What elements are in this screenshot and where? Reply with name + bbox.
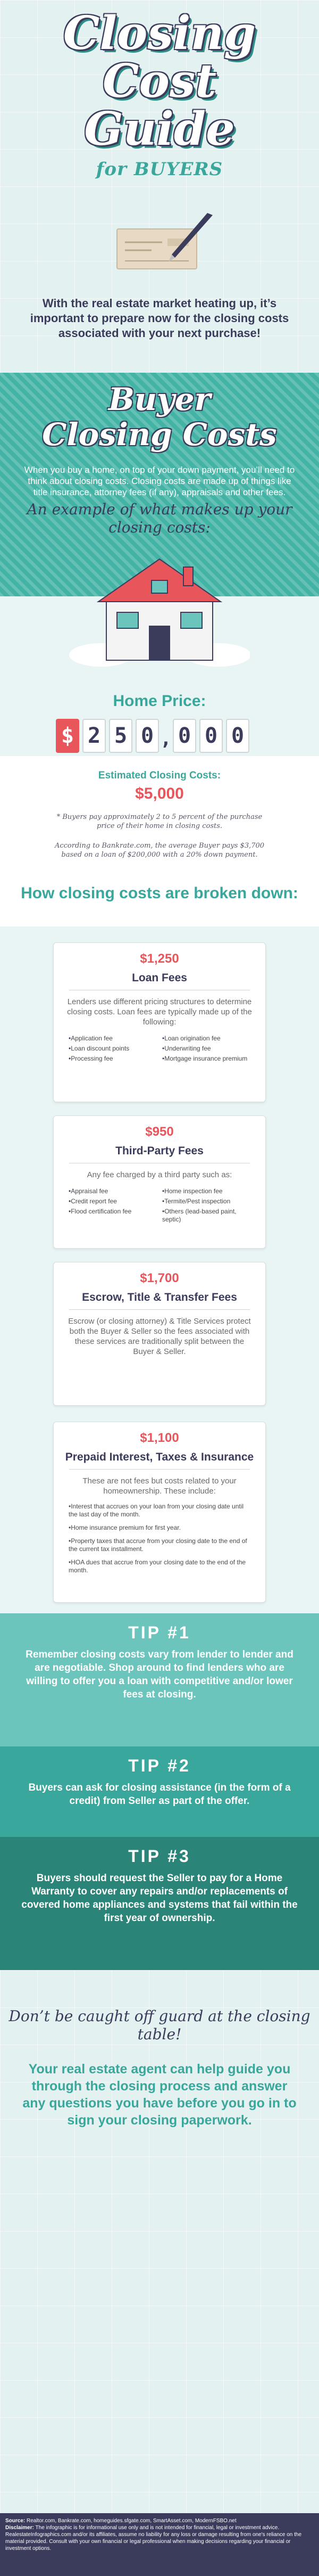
list-item: • Appraisal fee: [69, 1187, 157, 1195]
third-party-fees-card: [53, 1115, 266, 1249]
estimated-costs-label: Estimated Closing Costs:: [98, 770, 221, 781]
estimated-note-2: According to Bankrate.com, the average Buyer pays $3,700 based on a loan of $200,000 with a 20% down payment.: [54, 842, 265, 859]
card-title: Prepaid Interest, Taxes & Insurance: [65, 1451, 254, 1463]
bullet-item: • HOA dues that accrue from your closing date to the end of the month.: [69, 1558, 250, 1574]
tip-heading: TIP #3: [128, 1847, 191, 1866]
card-amount: $1,700: [140, 1271, 179, 1285]
prepaid-interest-card: [53, 1422, 266, 1603]
example-heading: An example of what makes up your closing costs:: [27, 501, 292, 536]
estimated-note-1: * Buyers pay approximately 2 to 5 percent of the purchase price of their home in closing costs.: [56, 813, 263, 830]
closing-headline: Don’t be caught off guard at the closing table!: [9, 2007, 310, 2043]
card-divider: [69, 1469, 250, 1470]
house-icon: [69, 548, 250, 671]
list-item: • Loan origination fee: [162, 1035, 250, 1043]
list-item: • Others (lead-based paint, septic): [162, 1208, 250, 1224]
disclaimer-text: The infographic is for informational use only and is not intended for financial, legal or investment advice. RealestateInfographics.com and/or its affiliates, assume no liability for any loss or damage resulting from one's reliance on the material provided. Consult with your own financial or legal professional when making decisions regarding your financial or investment options.: [5, 2525, 302, 2552]
tip-2: [0, 1746, 319, 1837]
tip-heading: TIP #2: [128, 1756, 191, 1775]
closing-section: [0, 1970, 319, 2513]
estimated-costs-value: $5,000: [135, 785, 184, 802]
card-bullets: [69, 1503, 250, 1574]
tip-text: Buyers should request the Seller to pay for a Home Warranty to cover any repairs and/or replacements of covered home appliances and systems that fail within the first year of ownership.: [21, 1873, 298, 1924]
card-amount: $1,100: [140, 1431, 179, 1445]
bullet-item: • Interest that accrues on your loan from your closing date until the last day of the month.: [69, 1503, 250, 1519]
title-line-3: Guide: [84, 102, 235, 156]
price-digit: 0: [136, 719, 159, 753]
tip-1: [0, 1613, 319, 1746]
tip-text: Buyers can ask for closing assistance (in the form of a credit) from Seller as part of the offer.: [28, 1782, 291, 1807]
card-amount: $1,250: [140, 951, 179, 966]
subtitle: for BUYERS: [96, 159, 223, 180]
list-item: • Mortgage insurance premium: [162, 1055, 250, 1063]
card-list: [69, 1187, 250, 1224]
bullet-item: • Property taxes that accrue from your closing date to the end of the current tax installment.: [69, 1537, 250, 1553]
buyer-costs-text: When you buy a home, on top of your down payment, you’ll need to think about closing costs. Closing costs are made up of things like title insurance, attorney fees (if any), appraisals and other fees.: [24, 465, 295, 497]
source-text: Realtor.com, Bankrate.com, homeguides.sfgate.com, SmartAsset.com, ModernFSBO.net: [27, 2518, 237, 2524]
buyer-costs-title-line-2: Closing Costs: [42, 416, 277, 453]
card-divider: [69, 1309, 250, 1310]
list-item: • Processing fee: [69, 1055, 157, 1063]
loan-fees-card: [53, 942, 266, 1102]
title-line-2: Cost: [103, 54, 216, 108]
disclaimer-label: Disclaimer:: [5, 2525, 34, 2531]
list-item: • Flood certification fee: [69, 1208, 157, 1224]
price-digit: 0: [226, 719, 249, 753]
card-title: Escrow, Title & Transfer Fees: [82, 1291, 237, 1303]
card-description: Any fee charged by a third party such as:: [87, 1170, 232, 1179]
buyer-costs-title-line-1: Buyer: [108, 381, 211, 417]
price-comma: ,: [160, 728, 172, 750]
card-description: These are not fees but costs related to your homeownership. These include:: [82, 1476, 237, 1496]
home-price-label: Home Price:: [113, 692, 206, 710]
home-price-digits: [56, 719, 263, 753]
price-digit: 2: [82, 719, 106, 753]
list-item: • Application fee: [69, 1035, 157, 1043]
list-item: • Termite/Pest inspection: [162, 1197, 250, 1205]
card-description: Lenders use different pricing structures to determine closing costs. Loan fees are typically made up of the following:: [67, 997, 252, 1027]
source-label: Source:: [5, 2518, 26, 2524]
price-digit: 0: [199, 719, 223, 753]
bullet-item: • Home insurance premium for first year.: [69, 1524, 250, 1532]
closing-message: Your real estate agent can help guide you through the closing process and answer any questions you have before you go in to sign your closing paperwork.: [22, 2062, 297, 2128]
list-item: • Underwriting fee: [162, 1045, 250, 1053]
title-line-1: Closing: [63, 6, 256, 60]
card-description: Escrow (or closing attorney) & Title Services protect both the Buyer & Seller so the fees associated with these services are traditionally split between the Buyer & Seller.: [68, 1317, 251, 1356]
card-list: [69, 1035, 250, 1063]
card-title: Third-Party Fees: [115, 1145, 204, 1157]
list-item: • Credit report fee: [69, 1197, 157, 1205]
intro-text: With the real estate market heating up, it’s important to prepare now for the closing costs associated with your next purchase!: [30, 297, 289, 340]
price-digit: $: [56, 719, 79, 753]
price-digit: 0: [173, 719, 196, 753]
footer: [0, 2513, 319, 2576]
tip-3: [0, 1837, 319, 1970]
check-and-pen-icon: [109, 213, 215, 277]
list-item: • Loan discount points: [69, 1045, 157, 1053]
list-item: • Home inspection fee: [162, 1187, 250, 1195]
card-amount: $950: [145, 1125, 174, 1139]
card-title: Loan Fees: [132, 972, 187, 984]
tip-heading: TIP #1: [128, 1623, 191, 1642]
tip-text: Remember closing costs vary from lender to lender and are negotiable. Shop around to find lenders who are willing to offer you a loan with competitive and/or lower fees at closing.: [26, 1649, 293, 1700]
breakdown-heading: How closing costs are broken down:: [21, 884, 298, 902]
escrow-title-card: [53, 1262, 266, 1406]
price-digit: 5: [109, 719, 132, 753]
